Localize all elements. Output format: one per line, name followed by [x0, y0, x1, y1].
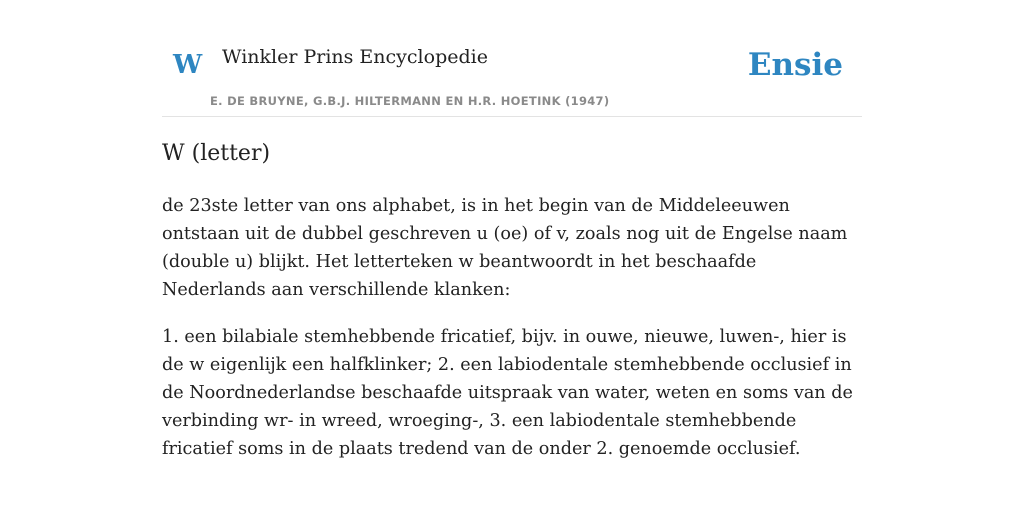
- encyclopedia-authors: E. DE BRUYNE, G.B.J. HILTERMANN EN H.R. HOETINK (1947): [210, 94, 610, 108]
- entry-intro: de 23ste letter van ons alphabet, is in het begin van de Middeleeuwen ontstaan uit de dubbel geschreven u (oe) of v, zoals nog uit de Engelse naam (double u) blijkt. Het letterteken w beantwoordt in het beschaafde Nederlands aan verschillende klanken:: [162, 196, 848, 300]
- encyclopedia-title[interactable]: Winkler Prins Encyclopedie: [222, 46, 488, 68]
- entry-body: [162, 192, 862, 463]
- encyclopedia-header: [162, 0, 862, 117]
- entry-title: W (letter): [162, 141, 271, 166]
- encyclopedia-logo[interactable]: W: [173, 50, 203, 80]
- ensie-logo[interactable]: Ensie: [747, 47, 843, 83]
- entry-list: 1. een bilabiale stemhebbende fricatief, bijv. in ouwe, nieuwe, luwen-, hier is de w eigenlijk een halfklinker; 2. een labiodentale stemhebbende occlusief in de Noordnederlandse beschaafde uitspraak van water, weten en soms van de verbinding wr- in wreed, wroeging-, 3. een labiodentale stemhebbende fricatief soms in de plaats tredend van de onder 2. genoemde occlusief.: [162, 327, 853, 459]
- entry-card: [162, 0, 862, 459]
